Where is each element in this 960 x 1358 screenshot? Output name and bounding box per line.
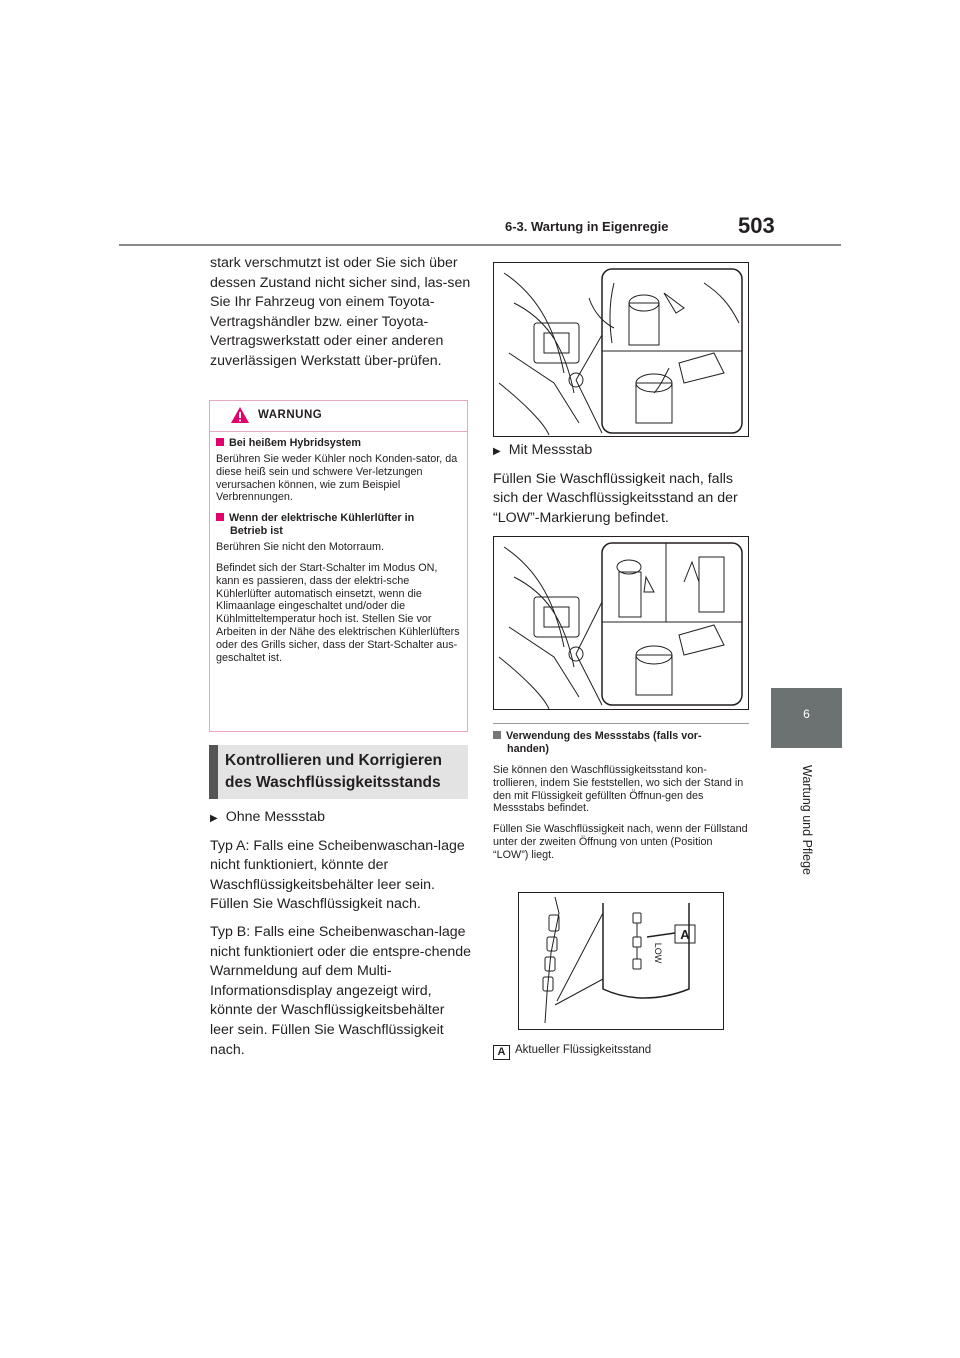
page-number: 503 [738,213,775,238]
subsection-divider [493,723,749,724]
warning-item-text: Berühren Sie nicht den Motorraum. [216,541,385,554]
left-column-body [210,808,472,1060]
dipstick-illustration [518,892,724,1030]
engine-bay-illustration [493,262,749,437]
triangle-bullet-icon: ▶ [493,446,501,457]
warning-box [209,400,468,732]
usage-paragraph: Sie können den Waschflüssigkeitsstand kon-trollieren, indem Sie feststellen, wo sich der Stand in den mit Flüssigkeit gefüllten Öffnun-gen des Messstabs befindet. [493,764,744,815]
heading-bar [209,745,218,799]
dipstick-usage-heading: Verwendung des Messstabs (falls vor- handen) [493,730,749,756]
section-heading-text: Kontrollieren und Korrigieren des Waschflüssigkeitsstands [225,752,443,791]
square-bullet-icon [216,438,224,446]
dipstick-usage-text [493,764,749,870]
warning-title: WARNUNG [258,409,323,421]
warning-item-text: Befindet sich der Start-Schalter im Modus ON, kann es passieren, dass der elektri-sche Kühlerlüfter automatisch einsetzt, wenn die Klimaanlage eingeschaltet und/oder die Kühlmitteltemperatur hoch ist. Stellen Sie vor Arbeiten in der Nähe des elektrischen Kühlerlüfters oder des Grills sicher, dass der Start-Schalter aus-geschaltet ist. [216,561,460,664]
figure-label-a: A [680,927,690,942]
caption-letter: A [493,1045,510,1060]
dipstick-drawing [519,893,723,1029]
warning-item-heading: Bei heißem Hybridsystem [216,437,460,450]
with-dipstick-block [493,441,749,528]
square-bullet-icon [216,513,224,521]
engine-bay-dipstick-drawing [494,537,748,709]
warning-item-heading: Wenn der elektrische Kühlerlüfter in Betrieb ist [216,512,460,538]
engine-bay-dipstick-illustration [493,536,749,710]
bullet-item: ▶ Ohne Messstab [210,809,326,825]
square-bullet-icon [493,731,501,739]
caption-text: Aktueller Flüssigkeitsstand [515,1044,652,1056]
chapter-label-text: Wartung und Pflege [800,764,814,876]
bullet-item: ▶ Mit Messstab [493,442,593,458]
chapter-tab: 6 [771,688,842,748]
figure-low-marking: LOW [653,942,663,964]
figure-caption [493,1044,651,1060]
warning-content [216,437,460,672]
intro-paragraph: stark verschmutzt ist oder Sie sich über dessen Zustand nicht sicher sind, las-sen Sie Ihr Fahrzeug von einem Toyota-Vertragshändler bzw. einer Toyota-Vertragswerkstatt oder einer anderen zuverlässigen Werkstatt über-prüfen. [210,255,471,369]
warning-triangle-icon [230,406,250,424]
type-a-paragraph: Typ A: Falls eine Scheibenwaschan-lage nicht funktioniert, könnte der Waschflüssigkeitsbehälter leer sein. Füllen Sie Waschflüssigkeit nach. [210,837,465,913]
with-dipstick-paragraph: Füllen Sie Waschflüssigkeit nach, falls sich der Waschflüssigkeitsstand an der “LOW”-Markierung befindet. [493,470,738,526]
triangle-bullet-icon: ▶ [210,813,218,824]
chapter-label [777,760,837,880]
usage-paragraph: Füllen Sie Waschflüssigkeit nach, wenn der Füllstand unter der zweiten Öffnung von unten (Position “LOW”) liegt. [493,823,748,861]
section-header: 6-3. Wartung in Eigenregie [505,219,669,234]
warning-item-text: Berühren Sie weder Kühler noch Konden-sator, da diese heiß sein und schwere Ver-letzungen verursachen können, wie zum Beispiel Verbrennungen. [216,453,458,504]
type-b-paragraph: Typ B: Falls eine Scheibenwaschan-lage nicht funktioniert oder die entspre-chende Warnmeldung auf dem Multi-Informationsdisplay angezeigt wird, könnte der Waschflüssigkeitsbehälter leer sein. Füllen Sie Waschflüssigkeit nach. [210,923,472,1058]
warning-header [210,401,467,432]
engine-bay-drawing [494,263,748,436]
section-heading [209,745,468,799]
header-divider [119,244,841,246]
